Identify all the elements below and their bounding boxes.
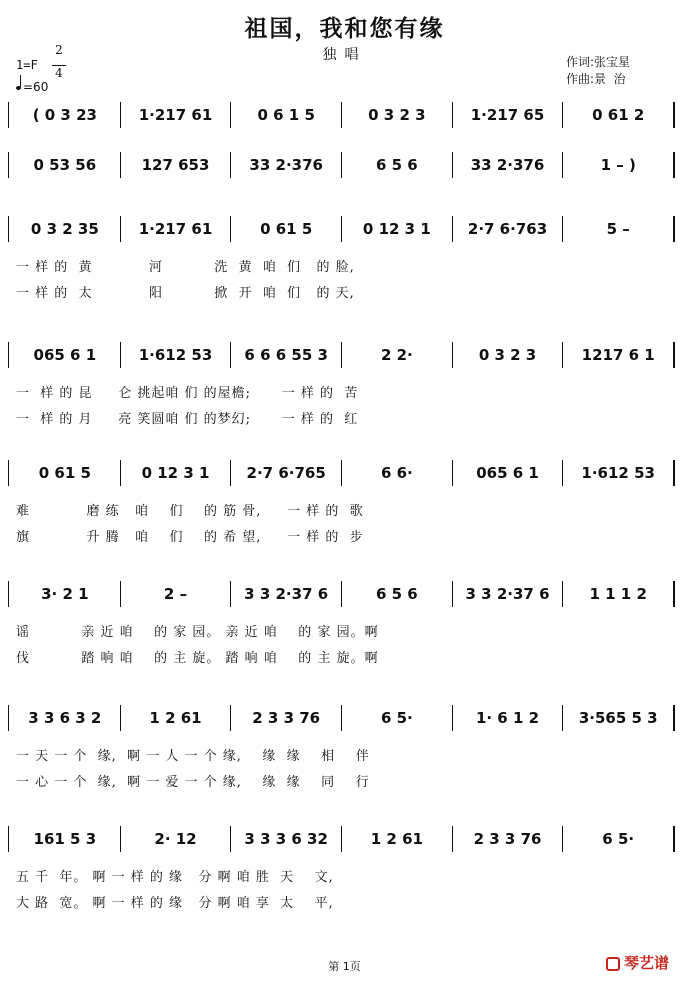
measure: 0 6 1 5	[231, 102, 342, 128]
notes-row	[10, 104, 675, 126]
measure: 1·217 61	[121, 102, 232, 128]
barline	[8, 152, 9, 178]
measure: 1 2 61	[121, 705, 232, 731]
notes-row	[10, 462, 675, 484]
lyric-line-verse-2: 大 路 宽。 啊 一 样 的 缘 分 啊 咱 享 太 平,	[16, 896, 334, 911]
score-line	[10, 583, 675, 666]
score-line	[10, 462, 675, 545]
barline	[8, 826, 9, 852]
measure: 6 6 6 55 3	[231, 342, 342, 368]
barline	[8, 705, 9, 731]
measure: 1·612 53	[563, 460, 675, 486]
measure: 1217 6 1	[563, 342, 675, 368]
score-line	[10, 218, 675, 301]
measure: 0 61 5	[231, 216, 342, 242]
score-line	[10, 344, 675, 427]
measure: 2· 12	[121, 826, 232, 852]
measure: 065 6 1	[10, 342, 121, 368]
lyric-line-verse-2: 一 样 的 太 阳 掀 开 咱 们 的 天,	[16, 286, 355, 301]
lyric-line-verse-1: 难 磨 练 咱 们 的 筋 骨, 一 样 的 歌	[16, 504, 364, 519]
measure: 0 61 5	[10, 460, 121, 486]
notes-row	[10, 344, 675, 366]
measure: 1·612 53	[121, 342, 232, 368]
measure: 0 12 3 1	[121, 460, 232, 486]
lyric-line-verse-2: 一 心 一 个 缘, 啊 一 爱 一 个 缘, 缘 缘 同 行	[16, 775, 370, 790]
brand-logo-icon	[606, 957, 620, 971]
lyric-line-verse-2: 旗 升 腾 咱 们 的 希 望, 一 样 的 步	[16, 530, 364, 545]
measure: 1 – )	[563, 152, 675, 178]
lyric-line-verse-1: 一 样 的 黄 河 洗 黄 咱 们 的 脸,	[16, 260, 355, 275]
tempo-value: =60	[23, 80, 49, 94]
score-line	[10, 104, 675, 144]
score-line	[10, 707, 675, 790]
measure: 127 653	[121, 152, 232, 178]
barline	[8, 581, 9, 607]
measure: 6 6·	[342, 460, 453, 486]
score-line	[10, 154, 675, 194]
measure: 3 3 6 3 2	[10, 705, 121, 731]
notes-row	[10, 218, 675, 240]
notes-row	[10, 828, 675, 850]
measure: 1 2 61	[342, 826, 453, 852]
lyric-line-verse-1: 一 天 一 个 缘, 啊 一 人 一 个 缘, 缘 缘 相 伴	[16, 749, 370, 764]
measure: 3· 2 1	[10, 581, 121, 607]
measure: 2·7 6·765	[231, 460, 342, 486]
measure: 6 5 6	[342, 581, 453, 607]
measure: 5 –	[563, 216, 675, 242]
lyric-line-verse-2: 一 样 的 月 亮 笑圆咱 们 的梦幻; 一 样 的 红	[16, 412, 359, 427]
barline	[8, 102, 9, 128]
measure: 33 2·376	[231, 152, 342, 178]
score-line	[10, 828, 675, 911]
tempo-marking	[16, 80, 48, 94]
time-signature-bottom: 4	[52, 65, 66, 79]
measure: 3·565 5 3	[563, 705, 675, 731]
lyric-line-verse-1: 一 样 的 昆 仑 挑起咱 们 的屋檐; 一 样 的 苦	[16, 386, 359, 401]
lyric-line-verse-2: 伐 踏 响 咱 的 主 旋。 踏 响 咱 的 主 旋。啊	[16, 651, 379, 666]
song-title: 祖国，我和您有缘	[244, 16, 445, 42]
lyric-line-verse-1: 五 千 年。 啊 一 样 的 缘 分 啊 咱 胜 天 文,	[16, 870, 334, 885]
measure: 2·7 6·763	[453, 216, 564, 242]
page-number: 第 1页	[328, 960, 361, 973]
notes-row	[10, 583, 675, 605]
composer-credit: 作曲:景 治	[566, 72, 626, 86]
barline	[8, 342, 9, 368]
measure: 0 3 2 3	[342, 102, 453, 128]
measure: 3 3 2·37 6	[231, 581, 342, 607]
notes-row	[10, 154, 675, 176]
measure: 3 3 3 6 32	[231, 826, 342, 852]
measure: 161 5 3	[10, 826, 121, 852]
measure: 6 5·	[563, 826, 675, 852]
lyric-line-verse-1: 谣 亲 近 咱 的 家 园。 亲 近 咱 的 家 园。啊	[16, 625, 379, 640]
brand-name: 琴艺谱	[624, 954, 670, 972]
lyricist-credit: 作词:张宝星	[566, 55, 631, 69]
measure: 1· 6 1 2	[453, 705, 564, 731]
measure: 3 3 2·37 6	[453, 581, 564, 607]
measure: 33 2·376	[453, 152, 564, 178]
measure: 2 –	[121, 581, 232, 607]
measure: 0 53 56	[10, 152, 121, 178]
measure: ( 0 3 23	[10, 102, 121, 128]
measure: 0 12 3 1	[342, 216, 453, 242]
measure: 6 5·	[342, 705, 453, 731]
barline	[8, 216, 9, 242]
performance-type: 独唱	[322, 47, 367, 63]
barline	[8, 460, 9, 486]
measure: 0 3 2 3	[453, 342, 564, 368]
quarter-note-icon	[16, 86, 21, 90]
measure: 2 3 3 76	[453, 826, 564, 852]
measure: 0 3 2 35	[10, 216, 121, 242]
brand-logo	[606, 952, 669, 973]
measure: 1·217 61	[121, 216, 232, 242]
measure: 2 2·	[342, 342, 453, 368]
notes-row	[10, 707, 675, 729]
measure: 1·217 65	[453, 102, 564, 128]
measure: 1 1 1 2	[563, 581, 675, 607]
measure: 6 5 6	[342, 152, 453, 178]
key-signature: 1=F	[16, 58, 38, 72]
measure: 065 6 1	[453, 460, 564, 486]
measure: 2 3 3 76	[231, 705, 342, 731]
time-signature-top: 2	[55, 43, 63, 57]
measure: 0 61 2	[563, 102, 675, 128]
